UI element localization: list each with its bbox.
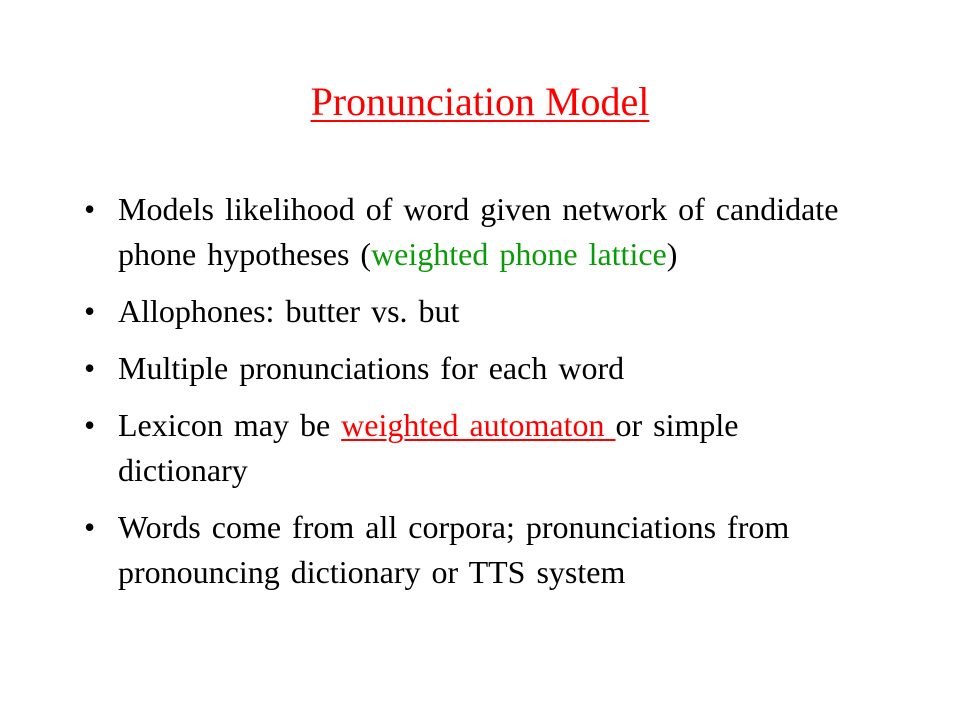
bullet-text-after: ) — [666, 236, 678, 272]
bullet-item-allophones — [0, 289, 960, 334]
bullet-marker: • — [84, 407, 96, 443]
bullet-text: Allophones: butter vs. but — [118, 293, 460, 329]
bullet-text-after: or simple dictionary — [118, 407, 739, 488]
bullet-text: Words come from all corpora; pronunciations from pronouncing dictionary or TTS system — [118, 509, 790, 590]
bullet-list — [0, 187, 960, 607]
slide-title: Pronunciation Model — [310, 79, 650, 124]
bullet-item-lexicon — [0, 403, 960, 493]
bullet-text-before: Lexicon may be — [118, 407, 342, 443]
bullet-marker: • — [84, 350, 96, 386]
bullet-text-before: Models likelihood of word given network of candidate phone hypotheses ( — [118, 191, 839, 272]
bullet-marker: • — [84, 293, 96, 329]
bullet-highlight-weighted-automaton: weighted automaton — [341, 407, 616, 443]
bullet-marker: • — [84, 191, 96, 227]
bullet-highlight-weighted-phone-lattice: weighted phone lattice — [371, 236, 667, 272]
bullet-item-pronunciation-lattice — [0, 187, 960, 277]
bullet-text: Multiple pronunciations for each word — [118, 350, 625, 386]
bullet-item-multiple-pronunciations — [0, 346, 960, 391]
bullet-marker: • — [84, 509, 96, 545]
bullet-item-words-sources — [0, 505, 960, 595]
